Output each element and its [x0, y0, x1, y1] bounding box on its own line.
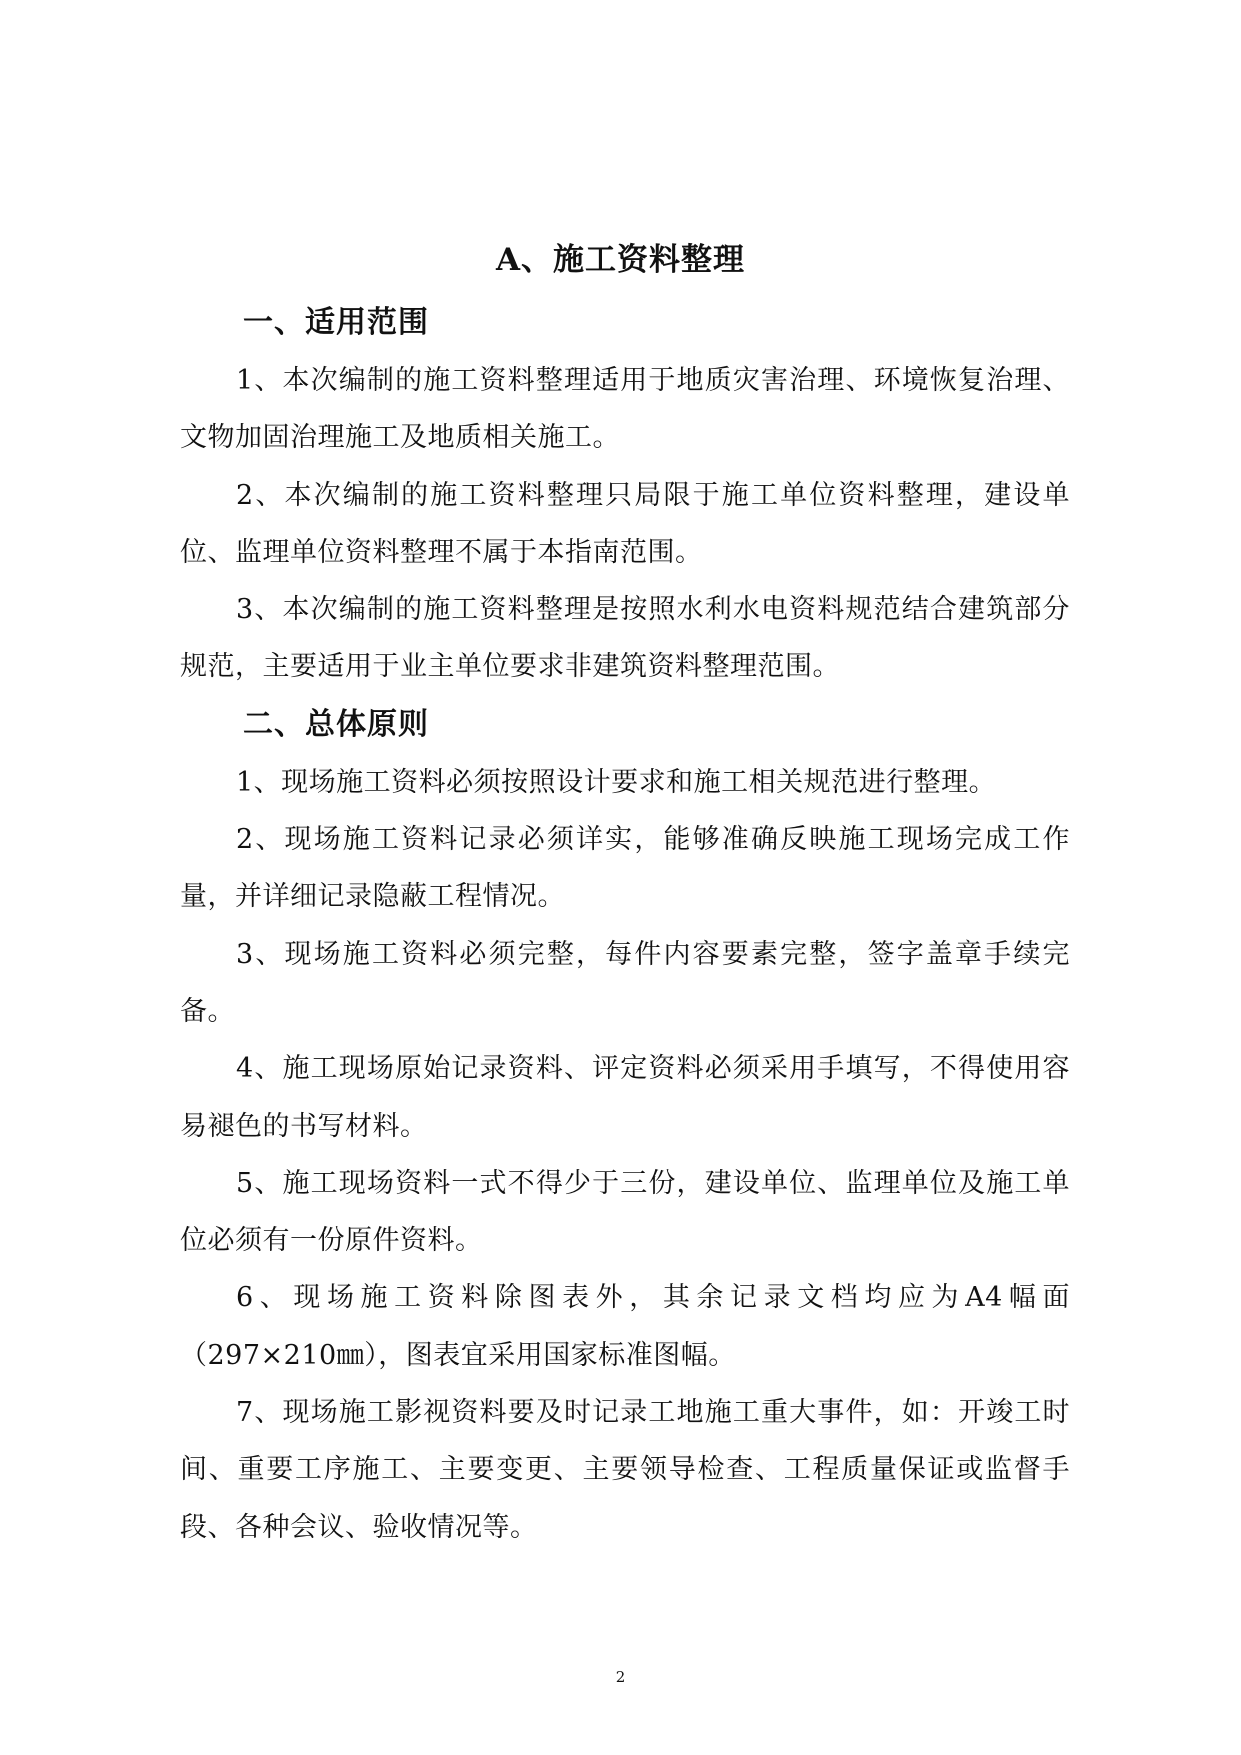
scope-paragraph-1: 1、本次编制的施工资料整理适用于地质灾害治理、环境恢复治理、文物加固治理施工及地质相关施工。 — [180, 365, 1070, 454]
document-title: A、施工资料整理 — [495, 242, 746, 278]
principle-paragraph-7: 7、现场施工影视资料要及时记录工地施工重大事件，如：开竣工时间、重要工序施工、主要变更、主要领导检查、工程质量保证或监督手段、各种会议、验收情况等。 — [180, 1397, 1070, 1543]
principle-paragraph-2: 2、现场施工资料记录必须详实，能够准确反映施工现场完成工作量，并详细记录隐蔽工程情况。 — [180, 824, 1070, 913]
principle-paragraph-3: 3、现场施工资料必须完整，每件内容要素完整，签字盖章手续完备。 — [180, 938, 1070, 1027]
document-body — [180, 294, 1070, 1556]
principle-paragraph-5: 5、施工现场资料一式不得少于三份，建设单位、监理单位及施工单位必须有一份原件资料。 — [180, 1167, 1070, 1257]
page-number: 2 — [615, 1668, 626, 1686]
section-heading-scope: 一、适用范围 — [243, 305, 429, 340]
principle-paragraph-1: 1、现场施工资料必须按照设计要求和施工相关规范进行整理。 — [236, 766, 997, 798]
principle-paragraph-6: 6、现场施工资料除图表外，其余记录文档均应为A4幅面（297×210㎜），图表宜采用国家标准图幅。 — [180, 1282, 1070, 1371]
section-heading-principles: 二、总体原则 — [243, 706, 429, 742]
principle-paragraph-4: 4、施工现场原始记录资料、评定资料必须采用手填写，不得使用容易褪色的书写材料。 — [180, 1053, 1070, 1142]
scope-paragraph-3: 3、本次编制的施工资料整理是按照水利水电资料规范结合建筑部分规范，主要适用于业主单位要求非建筑资料整理范围。 — [180, 594, 1070, 683]
scope-paragraph-2: 2、本次编制的施工资料整理只局限于施工单位资料整理，建设单位、监理单位资料整理不属于本指南范围。 — [180, 479, 1070, 568]
